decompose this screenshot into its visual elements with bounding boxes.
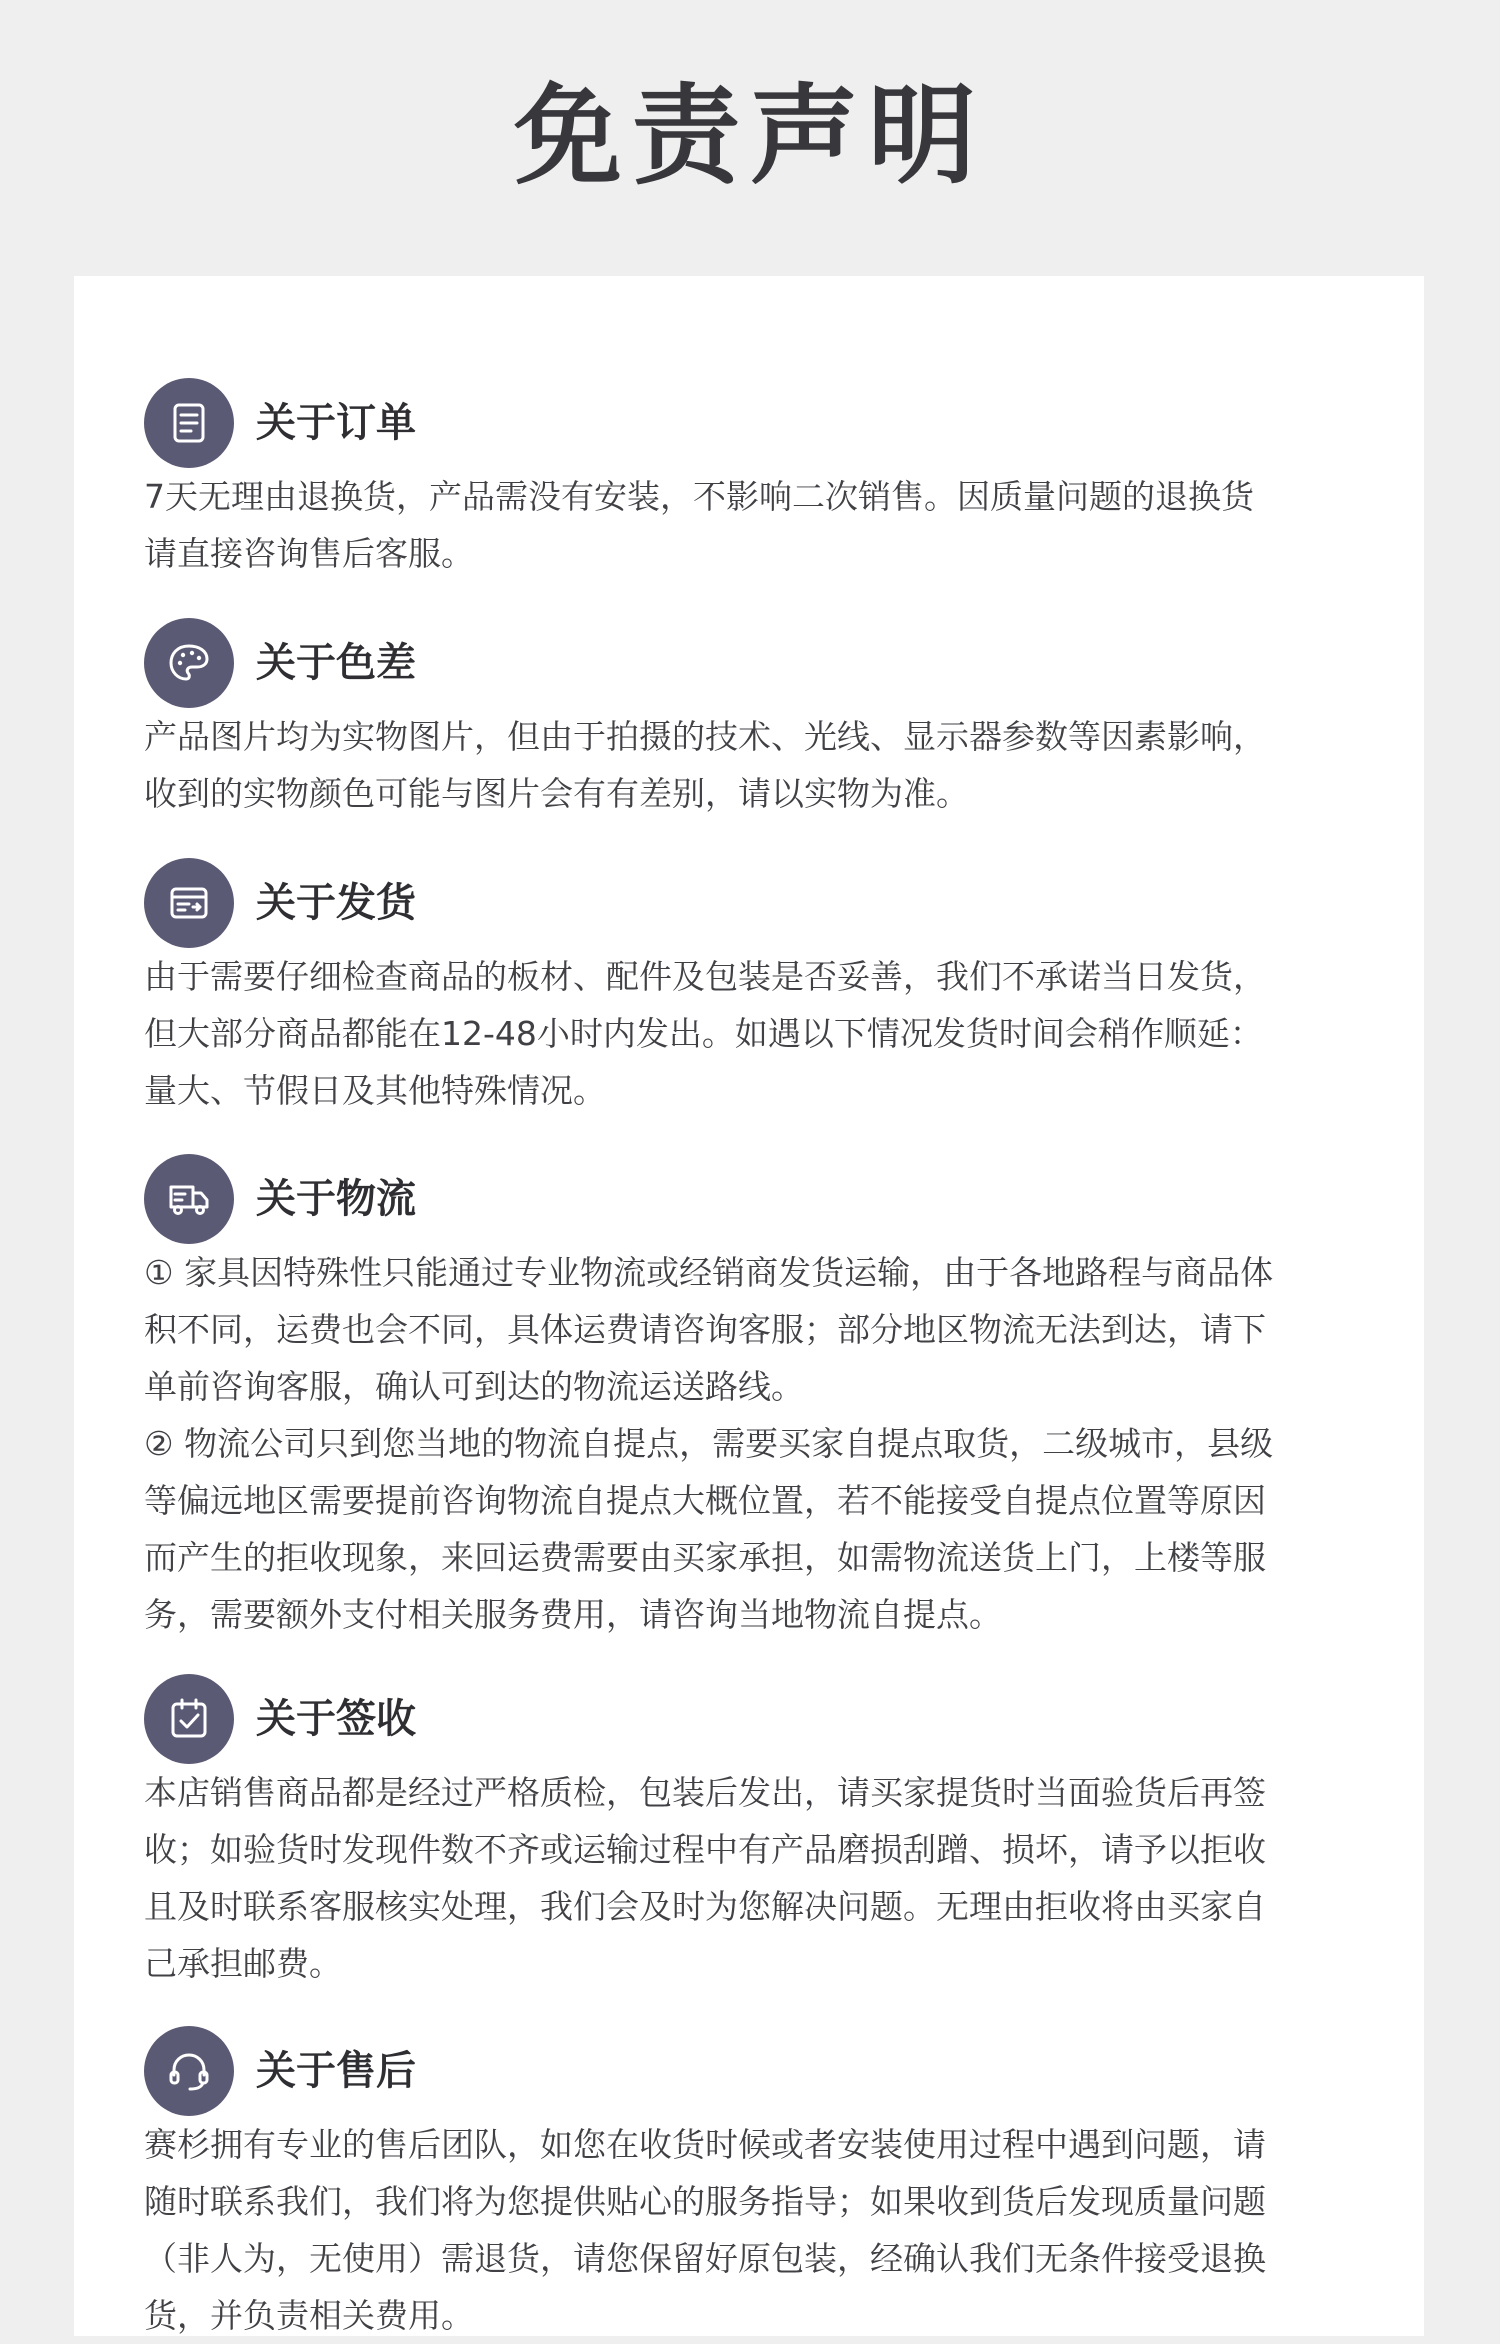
text-line: 但大部分商品都能在12-48小时内发出。如遇以下情况发货时间会稍作顺延： <box>144 1014 1263 1053</box>
paragraph <box>144 948 1364 1119</box>
text-line: 收；如验货时发现件数不齐或运输过程中有产品磨损刮蹭、损坏，请予以拒收 <box>144 1830 1266 1869</box>
section-receipt <box>144 1674 1364 1992</box>
section-title: 关于色差 <box>256 640 416 686</box>
section-header <box>144 1154 1364 1244</box>
text-line: 产品图片均为实物图片，但由于拍摄的技术、光线、显示器参数等因素影响， <box>144 717 1266 756</box>
text-line: 务，需要额外支付相关服务费用，请咨询当地物流自提点。 <box>144 1595 1002 1634</box>
text-line: 由于需要仔细检查商品的板材、配件及包装是否妥善，我们不承诺当日发货， <box>144 957 1266 996</box>
text-line: 本店销售商品都是经过严格质检，包装后发出，请买家提货时当面验货后再签 <box>144 1773 1266 1812</box>
package-icon <box>144 858 234 948</box>
section-body <box>144 708 1364 822</box>
text-line: 收到的实物颜色可能与图片会有有差别，请以实物为准。 <box>144 774 969 813</box>
section-shipping <box>144 858 1364 1119</box>
section-body <box>144 1764 1364 1992</box>
text-line: ① 家具因特殊性只能通过专业物流或经销商发货运输，由于各地路程与商品体 <box>144 1253 1274 1292</box>
section-title: 关于物流 <box>256 1176 416 1222</box>
text-line: 等偏远地区需要提前咨询物流自提点大概位置，若不能接受自提点位置等原因 <box>144 1481 1266 1520</box>
paragraph <box>144 1764 1364 1992</box>
section-header <box>144 378 1364 468</box>
section-logistics <box>144 1154 1364 1643</box>
text-line: 随时联系我们，我们将为您提供贴心的服务指导；如果收到货后发现质量问题 <box>144 2182 1266 2221</box>
checklist-icon <box>144 1674 234 1764</box>
section-title: 关于签收 <box>256 1696 416 1742</box>
text-line: 而产生的拒收现象，来回运费需要由买家承担，如需物流送货上门，上楼等服 <box>144 1538 1266 1577</box>
section-body <box>144 468 1364 582</box>
paragraph <box>144 1244 1364 1415</box>
section-header <box>144 858 1364 948</box>
text-line: 且及时联系客服核实处理，我们会及时为您解决问题。无理由拒收将由买家自 <box>144 1887 1266 1926</box>
page-title: 免责声明 <box>513 74 986 199</box>
section-color-difference <box>144 618 1364 822</box>
section-title: 关于订单 <box>256 400 416 446</box>
paragraph <box>144 2116 1364 2344</box>
section-header <box>144 618 1364 708</box>
text-line: 7天无理由退换货，产品需没有安装，不影响二次销售。因质量问题的退换货 <box>144 477 1254 516</box>
disclaimer-card <box>74 276 1424 2336</box>
palette-icon <box>144 618 234 708</box>
text-line: 货，并负责相关费用。 <box>144 2296 474 2335</box>
section-title: 关于发货 <box>256 880 416 926</box>
paragraph <box>144 468 1364 582</box>
section-body <box>144 1244 1364 1643</box>
document-icon <box>144 378 234 468</box>
text-line: 赛杉拥有专业的售后团队，如您在收货时候或者安装使用过程中遇到问题，请 <box>144 2125 1266 2164</box>
text-line: 量大、节假日及其他特殊情况。 <box>144 1071 606 1110</box>
text-line: 请直接咨询售后客服。 <box>144 534 474 573</box>
section-header <box>144 1674 1364 1764</box>
section-order <box>144 378 1364 582</box>
section-after-sales <box>144 2026 1364 2344</box>
text-line: ② 物流公司只到您当地的物流自提点，需要买家自提点取货，二级城市，县级 <box>144 1424 1274 1463</box>
paragraph <box>144 708 1364 822</box>
section-body <box>144 2116 1364 2344</box>
truck-icon <box>144 1154 234 1244</box>
text-line: 积不同，运费也会不同，具体运费请咨询客服；部分地区物流无法到达，请下 <box>144 1310 1266 1349</box>
text-line: （非人为，无使用）需退货，请您保留好原包装，经确认我们无条件接受退换 <box>144 2239 1266 2278</box>
section-title: 关于售后 <box>256 2048 416 2094</box>
text-line: 己承担邮费。 <box>144 1944 342 1983</box>
paragraph <box>144 1415 1364 1643</box>
section-body <box>144 948 1364 1119</box>
headset-icon <box>144 2026 234 2116</box>
section-header <box>144 2026 1364 2116</box>
text-line: 单前咨询客服，确认可到达的物流运送路线。 <box>144 1367 804 1406</box>
